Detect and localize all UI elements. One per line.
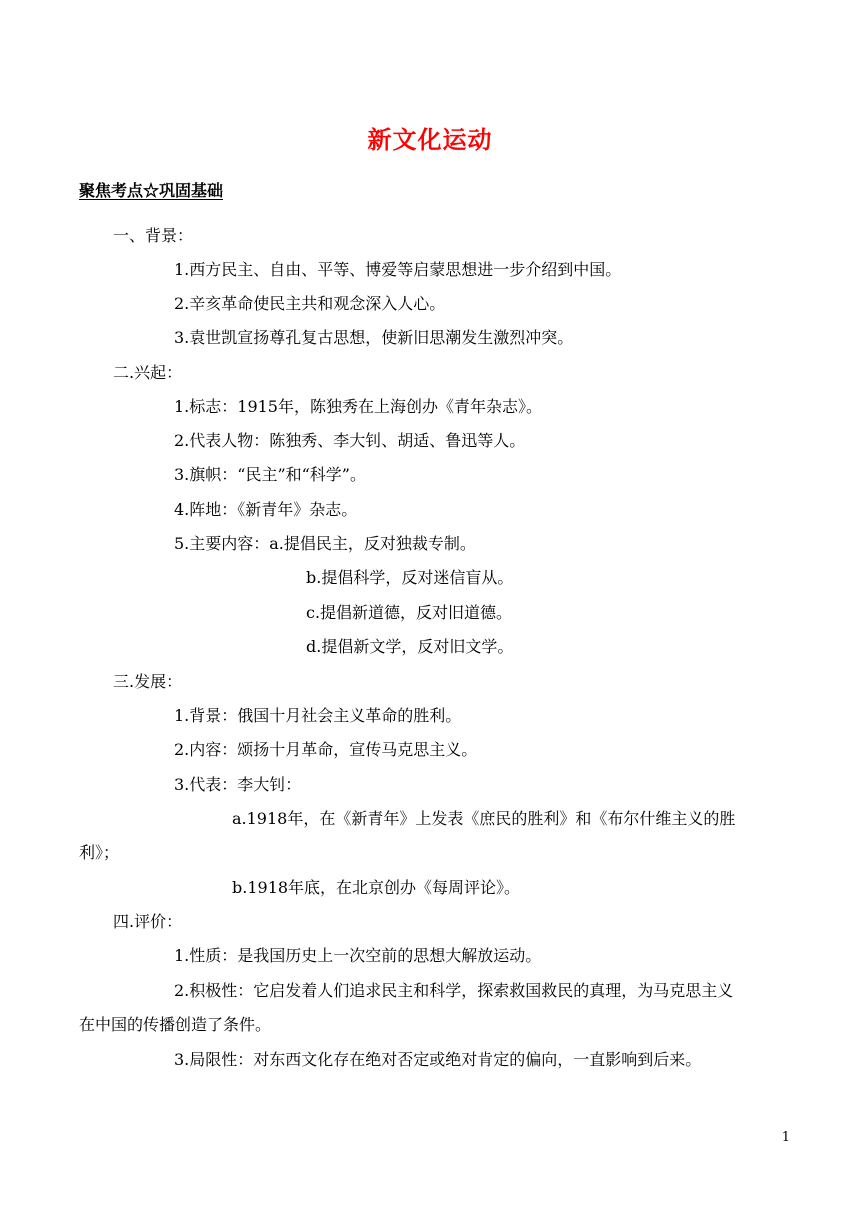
list-item: 2.辛亥革命使民主共和观念深入人心。 [174, 294, 446, 313]
list-item: 2.内容：颂扬十月革命，宣传马克思主义。 [174, 740, 478, 759]
sub-list-item-continuation: 利》； [79, 843, 120, 862]
list-item-continuation: 在中国的传播创造了条件。 [79, 1015, 272, 1034]
list-item: 2.积极性：它启发着人们追求民主和科学，探索救国救民的真理，为马克思主义 [174, 981, 734, 1000]
sub-list-item: c.提倡新道德，反对旧道德。 [306, 603, 513, 622]
list-item: 3.局限性：对东西文化存在绝对否定或绝对肯定的偏向，一直影响到后来。 [174, 1050, 702, 1069]
sub-list-item: b.1918年底，在北京创办《每周评论》。 [232, 878, 521, 897]
list-item: 3.旗帜：“民主”和“科学”。 [174, 465, 366, 484]
list-item: 1.性质：是我国历史上一次空前的思想大解放运动。 [174, 946, 542, 965]
list-item: 1.背景：俄国十月社会主义革命的胜利。 [174, 706, 462, 725]
list-item: 1.标志：1915年，陈独秀在上海创办《青年杂志》。 [174, 397, 542, 416]
list-item: 3.代表：李大钊： [174, 775, 302, 794]
section-heading-background: 一、背景： [113, 226, 194, 245]
section-heading-development: 三.发展： [113, 672, 183, 691]
sub-list-item: b.提倡科学，反对迷信盲从。 [306, 568, 514, 587]
list-item: 2.代表人物：陈独秀、李大钊、胡适、鲁迅等人。 [174, 431, 526, 450]
page-title: 新文化运动 [367, 125, 493, 154]
sub-list-item: a.1918年，在《新青年》上发表《庶民的胜利》和《布尔什维主义的胜 [232, 809, 736, 828]
section-heading-evaluation: 四.评价： [113, 912, 183, 931]
list-item: 3.袁世凯宣扬尊孔复古思想，使新旧思潮发生激烈冲突。 [174, 328, 574, 347]
section-subtitle: 聚焦考点☆巩固基础 [79, 181, 224, 200]
list-item: 4.阵地：《新青年》杂志。 [174, 500, 358, 519]
list-item: 1.西方民主、自由、平等、博爱等启蒙思想进一步介绍到中国。 [174, 260, 622, 279]
page-number: 1 [781, 1130, 790, 1145]
section-heading-rise: 二.兴起： [113, 363, 183, 382]
list-item: 5.主要内容：a.提倡民主，反对独裁专制。 [174, 534, 476, 553]
sub-list-item: d.提倡新文学，反对旧文学。 [306, 637, 514, 656]
